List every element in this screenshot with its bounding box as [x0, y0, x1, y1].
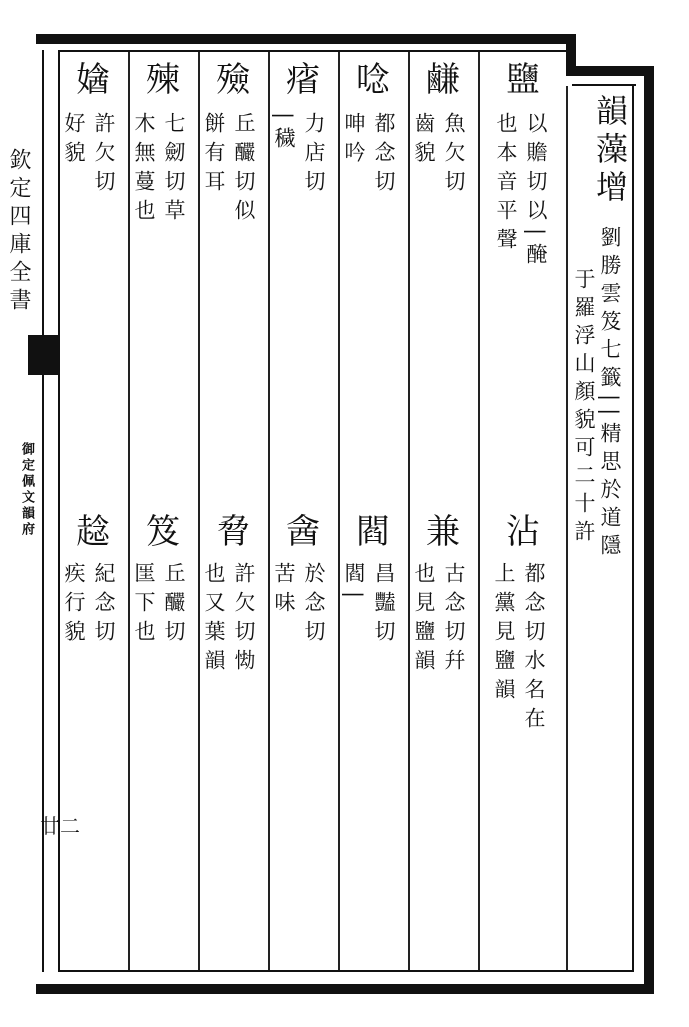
entry-gloss: 於念切 [302, 562, 326, 649]
entry-gloss: 魚欠切 [442, 112, 466, 199]
entry-head-char: 閻 [356, 512, 390, 552]
entry-head-char: 㾪 [286, 60, 320, 100]
margin-section-title: 御定佩文韻府 [19, 442, 34, 538]
entry-column-lower [128, 52, 198, 970]
entry-gloss: 昌豔切 [372, 562, 396, 649]
entry-head-char: 笈 [146, 512, 180, 552]
entry-column-lower [58, 52, 128, 970]
entry-gloss: 丘釅切 [162, 562, 186, 649]
entry-head-char: 唸 [356, 60, 390, 100]
frame-border-top [36, 34, 572, 44]
entry-gloss: 疾行貌 [62, 562, 86, 649]
entry-head-char: 㜝 [76, 60, 110, 100]
entry-gloss: 七劒切草 [162, 112, 186, 228]
entry-gloss: 丘釅切似 [232, 112, 256, 228]
frame-border-bottom [36, 984, 654, 994]
frame-border-top-right [572, 66, 644, 76]
entry-column-lower [198, 52, 268, 970]
column-divider [478, 52, 480, 970]
inner-border-bottom [58, 970, 634, 972]
frame-border-right [644, 66, 654, 994]
entry-gloss: |穢 [272, 112, 296, 157]
title-text-line1: 劉勝雲笈七籤||精思於道隱 [598, 226, 622, 563]
entry-column-lower [408, 52, 478, 970]
margin-book-title: 欽定四庫全書 [6, 148, 31, 316]
entry-gloss: 紀念切 [92, 562, 116, 649]
section-heading: 韻藻增 [591, 94, 629, 208]
entry-head-char: 鹻 [426, 60, 460, 100]
margin-fishtail-mark [28, 335, 58, 375]
inner-border-right [632, 84, 634, 972]
entry-head-char: 趝 [76, 512, 110, 552]
entry-gloss: 也又葉韻 [202, 562, 226, 678]
page-number: 廿二 [40, 814, 80, 838]
entry-gloss: 苦味 [272, 562, 296, 620]
entry-column-lower [268, 52, 338, 970]
entry-head-char: 脅 [216, 512, 250, 552]
title-text-line2: 于羅浮山顏貌可二十許 [572, 268, 596, 548]
entry-gloss: 餅有耳 [202, 112, 226, 199]
entry-head-char: 㱫 [146, 60, 180, 100]
entry-gloss: 呻吟 [342, 112, 366, 170]
entry-gloss: 許欠切㤼 [232, 562, 256, 678]
entry-head-char: 酓 [286, 512, 320, 552]
entry-gloss: 也見鹽韻 [412, 562, 436, 678]
entry-gloss: 木無蔓也 [132, 112, 156, 228]
entry-head-char: 沾 [506, 512, 540, 552]
entry-gloss: 都念切 [372, 112, 396, 199]
entry-gloss: 匩下也 [132, 562, 156, 649]
entry-column-lower [338, 52, 408, 970]
title-column [566, 86, 632, 966]
margin-strip [0, 52, 42, 970]
entry-head-char: 兼 [426, 512, 460, 552]
entry-gloss: 閻| [342, 562, 366, 607]
entry-gloss: 古念切幷 [442, 562, 466, 678]
entry-gloss: 以贍切以|醃 [524, 112, 548, 273]
entry-gloss: 齒貌 [412, 112, 436, 170]
entry-gloss: 也本音平聲 [494, 112, 518, 257]
entry-column-lower [488, 52, 558, 970]
entry-gloss: 上黨見鹽韻 [492, 562, 516, 707]
entry-gloss: 力店切 [302, 112, 326, 199]
entry-gloss: 許欠切 [92, 112, 116, 199]
entry-gloss: 好貌 [62, 112, 86, 170]
entry-gloss: 都念切水名在 [522, 562, 546, 736]
entry-head-char: 鹽 [506, 60, 540, 100]
entry-head-char: 殮 [216, 60, 250, 100]
